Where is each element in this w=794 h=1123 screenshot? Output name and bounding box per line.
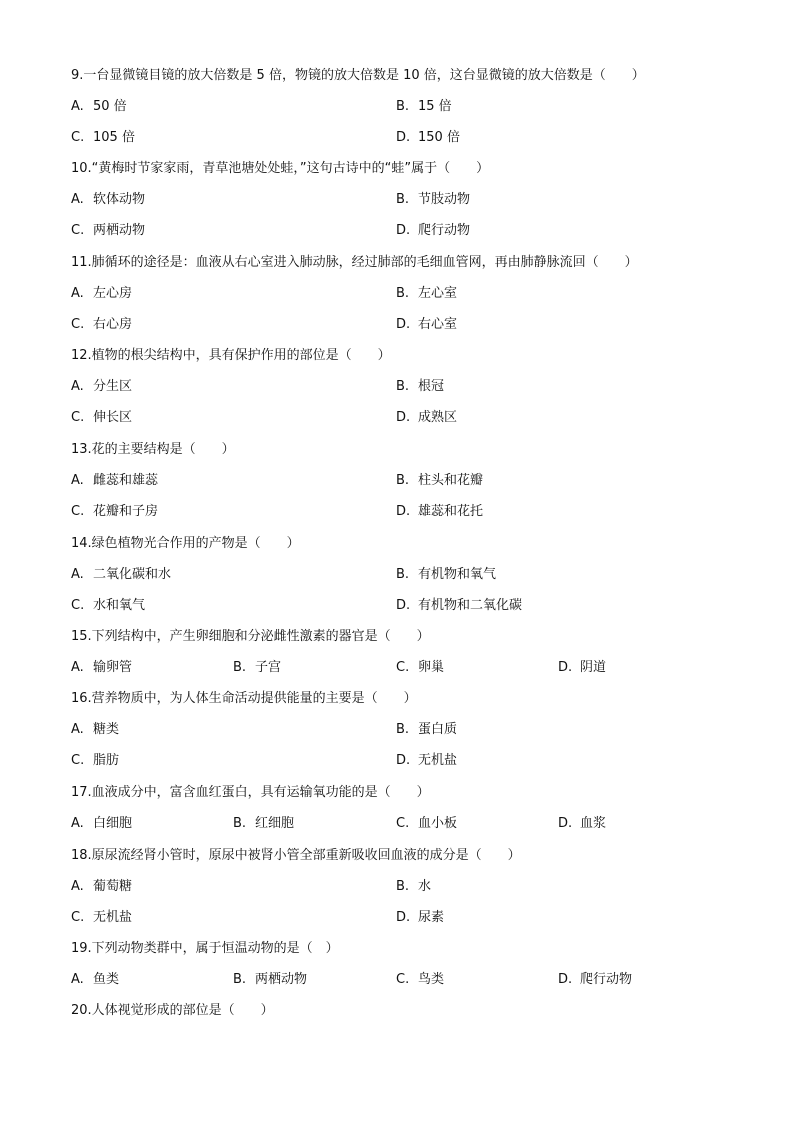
option-c[interactable]	[71, 751, 119, 771]
option-letter: C.	[396, 972, 410, 987]
option-row	[71, 377, 731, 397]
question-stem: 10.“黄梅时节家家雨，青草池塘处处蛙，”这句古诗中的“蛙”属于（ ）	[71, 161, 490, 176]
option-c[interactable]	[71, 315, 132, 335]
question-15	[71, 627, 731, 678]
option-text: 脂肪	[93, 753, 120, 768]
option-letter: B.	[396, 879, 410, 894]
option-letter: A.	[71, 473, 84, 488]
question-20	[71, 1001, 731, 1021]
option-d[interactable]	[396, 221, 470, 241]
option-letter: C.	[71, 410, 85, 425]
option-row	[71, 658, 731, 678]
option-d[interactable]	[396, 502, 483, 522]
option-text: 分生区	[93, 379, 133, 394]
question-stem: 19.下列动物类群中，属于恒温动物的是（ ）	[71, 941, 339, 956]
option-letter: D.	[396, 410, 411, 425]
option-c[interactable]	[396, 814, 457, 834]
option-row	[71, 97, 731, 117]
option-text: 阴道	[580, 660, 607, 675]
option-b[interactable]	[396, 284, 457, 304]
option-row	[71, 877, 731, 897]
option-text: 105 倍	[93, 130, 135, 145]
option-letter: A.	[71, 972, 84, 987]
option-text: 爬行动物	[418, 223, 471, 238]
option-text: 卵巢	[418, 660, 445, 675]
option-letter: A.	[71, 286, 84, 301]
option-letter: B.	[396, 567, 410, 582]
option-row	[71, 284, 731, 304]
option-text: 水和氧气	[93, 598, 146, 613]
option-text: 伸长区	[93, 410, 133, 425]
option-letter: B.	[233, 972, 247, 987]
option-letter: B.	[396, 192, 410, 207]
option-text: 成熟区	[418, 410, 458, 425]
option-a[interactable]	[71, 658, 132, 678]
option-text: 节肢动物	[418, 192, 471, 207]
option-text: 有机物和二氧化碳	[418, 598, 523, 613]
question-18	[71, 846, 731, 928]
option-text: 根冠	[418, 379, 445, 394]
option-row	[71, 408, 731, 428]
option-row	[71, 315, 731, 335]
option-a[interactable]	[71, 720, 119, 740]
question-12	[71, 346, 731, 428]
question-stem: 9.一台显微镜目镜的放大倍数是 5 倍，物镜的放大倍数是 10 倍，这台显微镜的放大倍数是（ ）	[71, 68, 645, 83]
option-letter: C.	[396, 816, 410, 831]
option-d[interactable]	[396, 751, 457, 771]
option-d[interactable]	[396, 408, 457, 428]
option-letter: A.	[71, 379, 84, 394]
option-c[interactable]	[71, 502, 158, 522]
option-c[interactable]	[396, 970, 444, 990]
option-letter: C.	[71, 504, 85, 519]
option-d[interactable]	[396, 315, 457, 335]
question-stem: 16.营养物质中，为人体生命活动提供能量的主要是（ ）	[71, 691, 417, 706]
option-text: 两栖动物	[93, 223, 146, 238]
option-b[interactable]	[396, 377, 444, 397]
option-text: 二氧化碳和水	[93, 567, 172, 582]
option-text: 50 倍	[93, 99, 127, 114]
option-d[interactable]	[396, 128, 460, 148]
option-letter: D.	[558, 816, 573, 831]
option-text: 花瓣和子房	[93, 504, 159, 519]
option-text: 雌蕊和雄蕊	[93, 473, 159, 488]
option-letter: C.	[396, 660, 410, 675]
option-d[interactable]	[558, 814, 606, 834]
question-stem: 14.绿色植物光合作用的产物是（ ）	[71, 536, 300, 551]
option-row	[71, 190, 731, 210]
option-a[interactable]	[71, 970, 119, 990]
option-letter: B.	[396, 286, 410, 301]
option-b[interactable]	[396, 97, 452, 117]
option-text: 爬行动物	[580, 972, 633, 987]
option-d[interactable]	[396, 908, 444, 928]
option-a[interactable]	[71, 814, 132, 834]
option-text: 雄蕊和花托	[418, 504, 484, 519]
option-a[interactable]	[71, 97, 127, 117]
question-11	[71, 253, 731, 335]
question-19	[71, 939, 731, 990]
option-b[interactable]	[396, 565, 496, 585]
option-text: 左心房	[93, 286, 133, 301]
option-d[interactable]	[396, 596, 522, 616]
question-stem: 15.下列结构中，产生卵细胞和分泌雌性激素的器官是（ ）	[71, 629, 430, 644]
option-text: 糖类	[93, 722, 120, 737]
option-c[interactable]	[71, 908, 132, 928]
option-b[interactable]	[396, 471, 483, 491]
option-a[interactable]	[71, 190, 145, 210]
option-c[interactable]	[71, 128, 135, 148]
option-letter: D.	[396, 910, 411, 925]
option-letter: A.	[71, 99, 84, 114]
option-text: 血小板	[418, 816, 458, 831]
option-letter: B.	[396, 99, 410, 114]
question-stem: 12.植物的根尖结构中，具有保护作用的部位是（ ）	[71, 348, 391, 363]
question-stem: 17.血液成分中，富含血红蛋白，具有运输氧功能的是（ ）	[71, 785, 430, 800]
option-letter: D.	[396, 317, 411, 332]
question-stem: 18.原尿流经肾小管时，原尿中被肾小管全部重新吸收回血液的成分是（ ）	[71, 848, 521, 863]
option-letter: D.	[558, 660, 573, 675]
option-letter: A.	[71, 660, 84, 675]
option-text: 红细胞	[255, 816, 295, 831]
option-b[interactable]	[233, 658, 281, 678]
option-d[interactable]	[558, 658, 606, 678]
option-text: 尿素	[418, 910, 445, 925]
option-row	[71, 814, 731, 834]
option-a[interactable]	[71, 377, 132, 397]
option-row	[71, 128, 731, 148]
option-text: 输卵管	[93, 660, 133, 675]
option-row	[71, 471, 731, 491]
option-text: 子宫	[255, 660, 282, 675]
option-b[interactable]	[233, 814, 294, 834]
option-c[interactable]	[71, 408, 132, 428]
option-text: 无机盐	[93, 910, 133, 925]
option-letter: C.	[71, 598, 85, 613]
option-a[interactable]	[71, 877, 132, 897]
option-text: 鱼类	[93, 972, 120, 987]
option-letter: B.	[396, 379, 410, 394]
option-b[interactable]	[396, 190, 470, 210]
option-row	[71, 970, 731, 990]
option-row	[71, 502, 731, 522]
option-letter: A.	[71, 879, 84, 894]
option-a[interactable]	[71, 471, 158, 491]
option-text: 右心房	[93, 317, 133, 332]
option-row	[71, 751, 731, 771]
option-text: 15 倍	[418, 99, 452, 114]
option-letter: C.	[71, 317, 85, 332]
option-text: 葡萄糖	[93, 879, 133, 894]
option-letter: A.	[71, 722, 84, 737]
question-stem: 13.花的主要结构是（ ）	[71, 442, 235, 457]
option-b[interactable]	[396, 720, 457, 740]
option-c[interactable]	[71, 596, 145, 616]
question-stem: 11.肺循环的途径是：血液从右心室进入肺动脉，经过肺部的毛细血管网，再由肺静脉流回（ ）	[71, 255, 638, 270]
option-d[interactable]	[558, 970, 632, 990]
question-9	[71, 66, 731, 148]
option-letter: B.	[396, 473, 410, 488]
option-letter: B.	[396, 722, 410, 737]
option-a[interactable]	[71, 565, 171, 585]
option-text: 左心室	[418, 286, 458, 301]
option-text: 白细胞	[93, 816, 133, 831]
option-row	[71, 221, 731, 241]
option-letter: D.	[396, 223, 411, 238]
option-text: 150 倍	[418, 130, 460, 145]
option-letter: D.	[396, 753, 411, 768]
question-stem: 20.人体视觉形成的部位是（ ）	[71, 1003, 274, 1018]
question-17	[71, 783, 731, 834]
option-letter: A.	[71, 567, 84, 582]
question-13	[71, 440, 731, 522]
option-text: 右心室	[418, 317, 458, 332]
option-letter: D.	[396, 130, 411, 145]
option-c[interactable]	[396, 658, 444, 678]
option-letter: C.	[71, 223, 85, 238]
question-14	[71, 534, 731, 616]
option-row	[71, 720, 731, 740]
option-c[interactable]	[71, 221, 145, 241]
option-text: 蛋白质	[418, 722, 458, 737]
option-letter: A.	[71, 816, 84, 831]
option-text: 柱头和花瓣	[418, 473, 484, 488]
option-b[interactable]	[233, 970, 307, 990]
question-16	[71, 689, 731, 771]
option-b[interactable]	[396, 877, 431, 897]
option-text: 鸟类	[418, 972, 445, 987]
option-letter: B.	[233, 816, 247, 831]
option-letter: B.	[233, 660, 247, 675]
option-a[interactable]	[71, 284, 132, 304]
option-letter: D.	[558, 972, 573, 987]
option-letter: C.	[71, 753, 85, 768]
option-text: 两栖动物	[255, 972, 308, 987]
option-text: 水	[418, 879, 432, 894]
option-row	[71, 565, 731, 585]
option-text: 有机物和氧气	[418, 567, 497, 582]
option-letter: C.	[71, 910, 85, 925]
option-row	[71, 908, 731, 928]
option-letter: D.	[396, 598, 411, 613]
option-row	[71, 596, 731, 616]
option-text: 血浆	[580, 816, 607, 831]
option-letter: C.	[71, 130, 85, 145]
question-10	[71, 159, 731, 241]
option-text: 软体动物	[93, 192, 146, 207]
option-letter: A.	[71, 192, 84, 207]
option-letter: D.	[396, 504, 411, 519]
option-text: 无机盐	[418, 753, 458, 768]
